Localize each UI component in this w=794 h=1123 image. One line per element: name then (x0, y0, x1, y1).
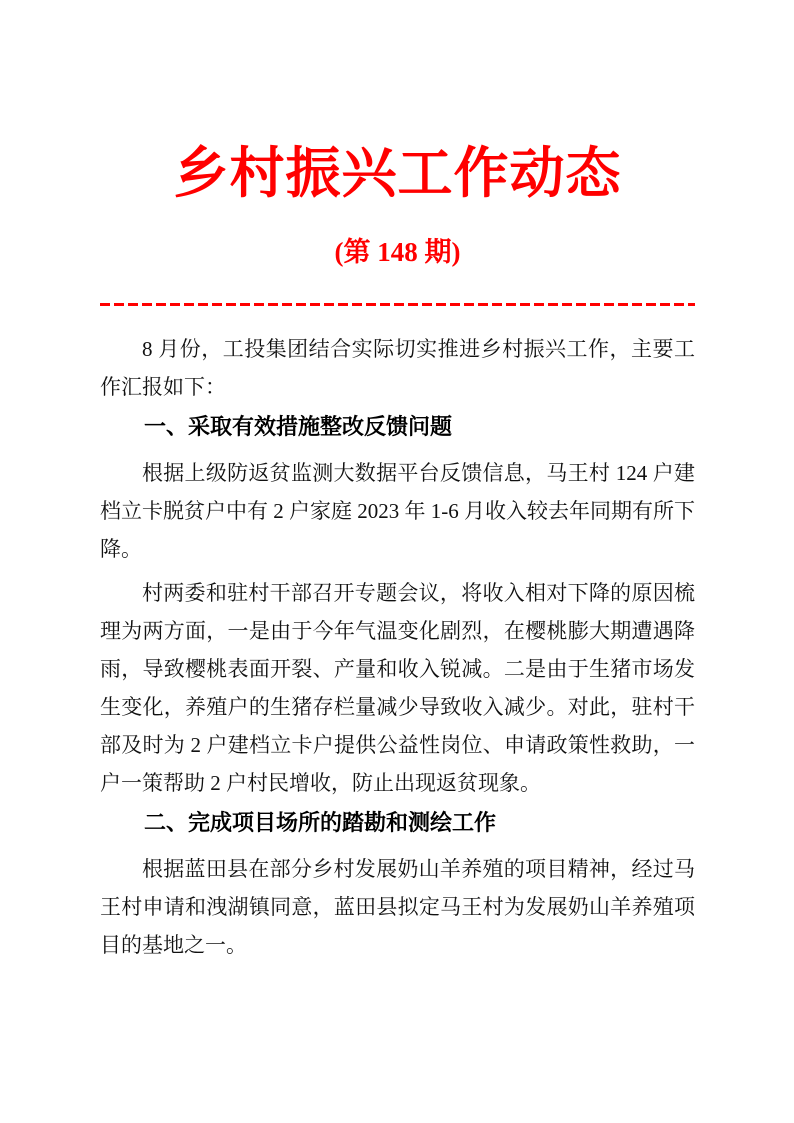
red-dashed-divider (100, 303, 695, 306)
section-2-paragraph-1: 根据蓝田县在部分乡村发展奶山羊养殖的项目精神，经过马王村申请和洩湖镇同意，蓝田县拟定马王村为发展奶山羊养殖项目的基地之一。 (100, 857, 695, 957)
section-1-paragraph-2: 村两委和驻村干部召开专题会议，将收入相对下降的原因梳理为两方面，一是由于今年气温变化剧烈，在樱桃膨大期遭遇降雨，导致樱桃表面开裂、产量和收入锐减。二是由于生猪市场发生变化，养殖户的生猪存栏量减少导致收入减少。对此，驻村干部及时为 2 户建档立卡户提供公益性岗位、申请政策性救助，一户一策帮助 2 户村民增收，防止出现返贫现象。 (100, 581, 695, 795)
issue-number: (第 148 期) (334, 237, 461, 267)
section-1-paragraph-1: 根据上级防返贫监测大数据平台反馈信息，马王村 124 户建档立卡脱贫户中有 2 户家庭 2023 年 1-6 月收入较去年同期有所下降。 (100, 461, 695, 561)
document-title: 乡村振兴工作动态 (173, 143, 622, 204)
section-2-heading: 二、完成项目场所的踏勘和测绘工作 (144, 810, 497, 835)
section-1-heading: 一、采取有效措施整改反馈问题 (144, 414, 453, 439)
intro-paragraph: 8 月份，工投集团结合实际切实推进乡村振兴工作，主要工作汇报如下： (100, 337, 695, 399)
